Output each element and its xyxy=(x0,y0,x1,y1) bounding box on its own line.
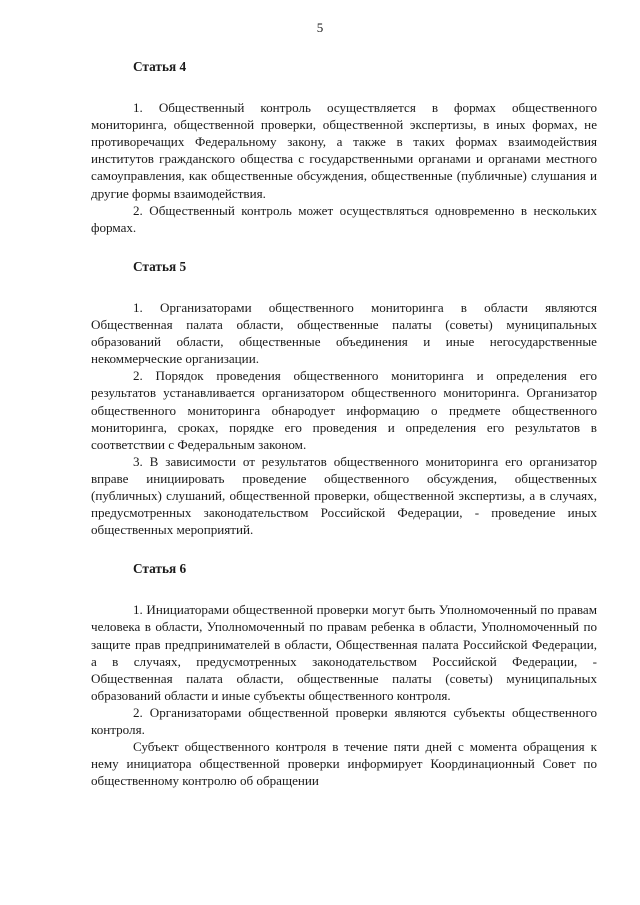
paragraph: 2. Общественный контроль может осуществляться одновременно в нескольких формах. xyxy=(91,202,597,235)
paragraph: 3. В зависимости от результатов общественного мониторинга его организатор вправе инициировать проведение общественного обсуждения, общественных (публичных) слушаний, общественной проверки, общественной экспертизы, а в случаях, предусмотренных законодательством Российской Федерации, - проведение иных общественных мероприятий. xyxy=(91,453,597,538)
document-body xyxy=(91,58,597,811)
article-heading: Статья 4 xyxy=(133,59,187,74)
paragraph: 1. Организаторами общественного мониторинга в области являются Общественная палата области, общественные палаты (советы) муниципальных образований области, общественные объединения и иные негосударственные некоммерческие организации. xyxy=(91,299,597,367)
article-heading: Статья 5 xyxy=(133,258,187,274)
paragraph: 1. Общественный контроль осуществляется в формах общественного мониторинга, общественной проверки, общественной экспертизы, в иных формах, не противоречащих Федеральному закону, а также в таких формах взаимодействия институтов гражданского общества с государственными органами и органами местного самоуправления, как общественные обсуждения, общественные (публичные) слушания и другие формы взаимодействия. xyxy=(91,100,597,201)
article-heading: Статья 6 xyxy=(133,561,187,577)
article-5 xyxy=(91,258,597,538)
paragraph: 2. Порядок проведения общественного мониторинга и определения его результатов устанавливается организатором общественного мониторинга. Организатор общественного мониторинга обнародует информацию о предмете общественного мониторинга, сроках, порядке его проведения и определения его результатов в соответствии с Федеральным законом. xyxy=(91,368,597,452)
article-4 xyxy=(91,58,597,236)
paragraph: 1. Инициаторами общественной проверки могут быть Уполномоченный по правам человека в области, Уполномоченный по правам ребенка в области, Уполномоченный по защите прав предпринимателей в области, Общественная палата Российской Федерации, а в случаях, предусмотренных законодательством Российской Федерации, - Общественная палата области, общественные палаты (советы) муниципальных образований области и иные субъекты общественного контроля. xyxy=(91,602,597,703)
paragraph: Субъект общественного контроля в течение пяти дней с момента обращения к нему инициатора общественной проверки информирует Координационный Совет по общественному контролю об обращении xyxy=(91,739,597,789)
paragraph: 2. Организаторами общественной проверки являются субъекты общественного контроля. xyxy=(91,704,597,737)
page-number: 5 xyxy=(316,20,324,35)
article-6 xyxy=(91,560,597,789)
